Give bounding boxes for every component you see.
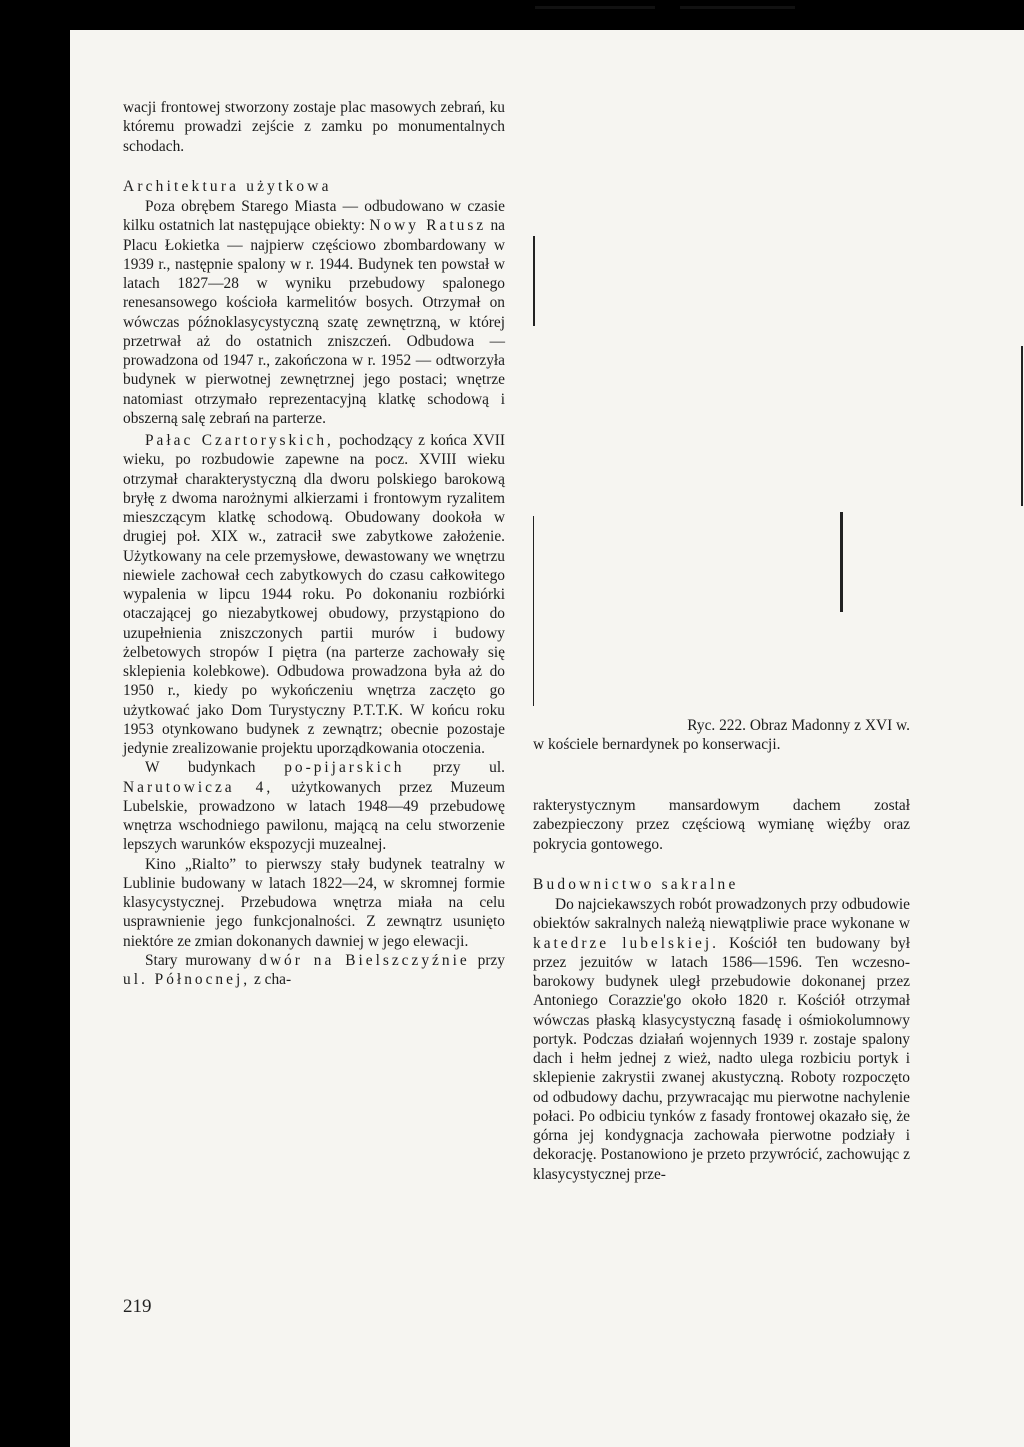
spaced-name: Narutowicza 4, <box>123 778 274 796</box>
paragraph <box>533 895 910 1184</box>
text: użytkowanych przez Muzeum Lubelskie, prowadzono w latach 1948—49 przebudowę wnętrza wschodniego pawilonu, mającą na celu stworzenie lepszych warunków ekspozycji muzealnej. <box>123 778 505 854</box>
spaced-name: dwór na Bielszczyźnie <box>259 951 470 969</box>
photo-edge-line <box>533 516 534 706</box>
text: przy ul. <box>433 759 505 777</box>
spaced-name: ul. Północnej, <box>123 971 251 988</box>
photo-edge-line <box>533 236 535 326</box>
page-number: 219 <box>123 1296 152 1317</box>
figure-caption <box>533 716 923 755</box>
top-rule-right <box>680 6 795 9</box>
top-rule-left <box>535 6 655 9</box>
paragraph <box>123 758 505 854</box>
right-column <box>533 796 910 1184</box>
paragraph <box>123 431 505 758</box>
left-column <box>123 98 505 989</box>
photo-edge-line <box>1021 346 1023 506</box>
text: W budynkach <box>145 759 256 777</box>
text: Do najciekawszych robót prowadzonych przy odbudowie obiektów sakralnych należą niewątpliwie prace wykonane w <box>533 896 910 933</box>
text: pochodzący z końca XVII wieku, po rozbudowie zapewne na pocz. XVIII wieku otrzymał charakterystyczną dla dworu polskiego barokową bryłę z dwoma narożnymi alkierzami i frontowym ryzalitem mieszczącym klatkę schodową. Obudowany dookoła w drugiej poł. XIX w., zatracił swe zabytkowe założenie. Użytkowany na cele przemysłowe, dewastowany we wnętrzu niewiele zachował cech zabytkowych do czasu całkowitego wypalenia w lipcu 1944 roku. Po dokonaniu rozbiórki otaczającej go niezabytkowej obudowy, przystąpiono do uzupełnienia zniszczonych partii murów i budowy żelbetowych stropów I piętra (na parterze zachowały się sklepienia kolebkowe). Odbudowa prowadzona była aż do 1950 r., kiedy po wykończeniu wnętrza zaczęto go użytkować jako Dom Turystyczny P.T.T.K. W końcu roku 1953 otynkowano budynek z zewnątrz; obecnie pozostaje jedynie zrealizowanie projektu uporządkowania otoczenia. <box>123 432 505 757</box>
caption-line: w kościele bernardynek po konserwacji. <box>533 736 781 754</box>
section-heading: Architektura użytkowa <box>123 177 332 195</box>
spaced-name: Pałac Czartoryskich, <box>145 432 334 449</box>
text: Kościół ten budowany był przez jezuitów w latach 1586—1596. Ten wczesno-barokowy budynek uległ przebudowie dokonanej przez Antoniego Corazzie'go około 1820 r. Kościół otrzymał wówczas płaską klasycystyczną fasadę i ośmiokolumnowy portyk. Podczas działań wojennych 1939 r. zostaje spalony dach i hełm jednej z wież, nadto ulega rozbiciu portyk i sklepienie zakrystii zwanej akustyczną. Roboty rozpoczęto od odbudowy dachu, przywracając mu pierwotne nachylenie połaci. Po odbiciu tynków z fasady frontowej okazało się, że górna jej kondygnacja zachowała pierwotne podziały i dekorację. Postanowiono je przeto przywrócić, zachowując z klasycystycznej prze- <box>533 934 910 1183</box>
paragraph: Kino „Rialto” to pierwszy stały budynek teatralny w Lublinie budowany w latach 1822—24, w skromnej formie klasycystycznej. Przebudowa wnętrza miała na celu usprawnienie jego funkcjonalności. Z zewnątrz usunięto niektóre ze zmian dokonanych dawniej w jego elewacji. <box>123 855 505 950</box>
spaced-name: po-pijarskich <box>284 759 405 777</box>
paragraph <box>123 197 505 428</box>
text: z cha- <box>253 971 292 988</box>
paragraph <box>123 951 505 990</box>
text: przy <box>477 951 505 969</box>
photo-edge-line <box>840 512 843 612</box>
caption-line: Ryc. 222. Obraz Madonny z XVI w. <box>687 717 910 734</box>
paragraph: wacji frontowej stworzony zostaje plac masowych zebrań, ku któremu prowadzi zejście z zamku po monumentalnych schodach. <box>123 99 505 155</box>
paragraph: rakterystycznym mansardowym dachem został zabezpieczony przez częściową wymianę więźby oraz pokrycia gontowego. <box>533 797 910 853</box>
spaced-name: katedrze lubelskiej. <box>533 934 719 952</box>
section-heading: Budownictwo sakralne <box>533 875 739 893</box>
text: na Placu Łokietka — najpierw częściowo zbombardowany w 1939 r., następnie spalony w r. 1944. Budynek ten powstał w latach 1827—28 w wyniku przebudowy spalonego renesansowego kościoła karmelitów bosych. Otrzymał on wówczas późnoklasycystyczną szatę zewnętrzną, w której przetrwał aż do ostatnich zniszczeń. Odbudowa — prowadzona od 1947 r., zakończona w r. 1952 — odtworzyła budynek w pierwotnej zewnętrznej jego postaci; wnętrze natomiast otrzymało reprezentacyjną klatkę schodową i obszerną salę zebrań na parterze. <box>123 217 505 427</box>
text: Poza obrębem Starego Miasta — odbudowano w czasie kilku ostatnich lat następujące obiekty: <box>123 198 505 235</box>
text: Stary murowany <box>145 951 252 969</box>
figure-photo <box>533 236 920 714</box>
spaced-name: Nowy Ratusz <box>369 217 487 235</box>
